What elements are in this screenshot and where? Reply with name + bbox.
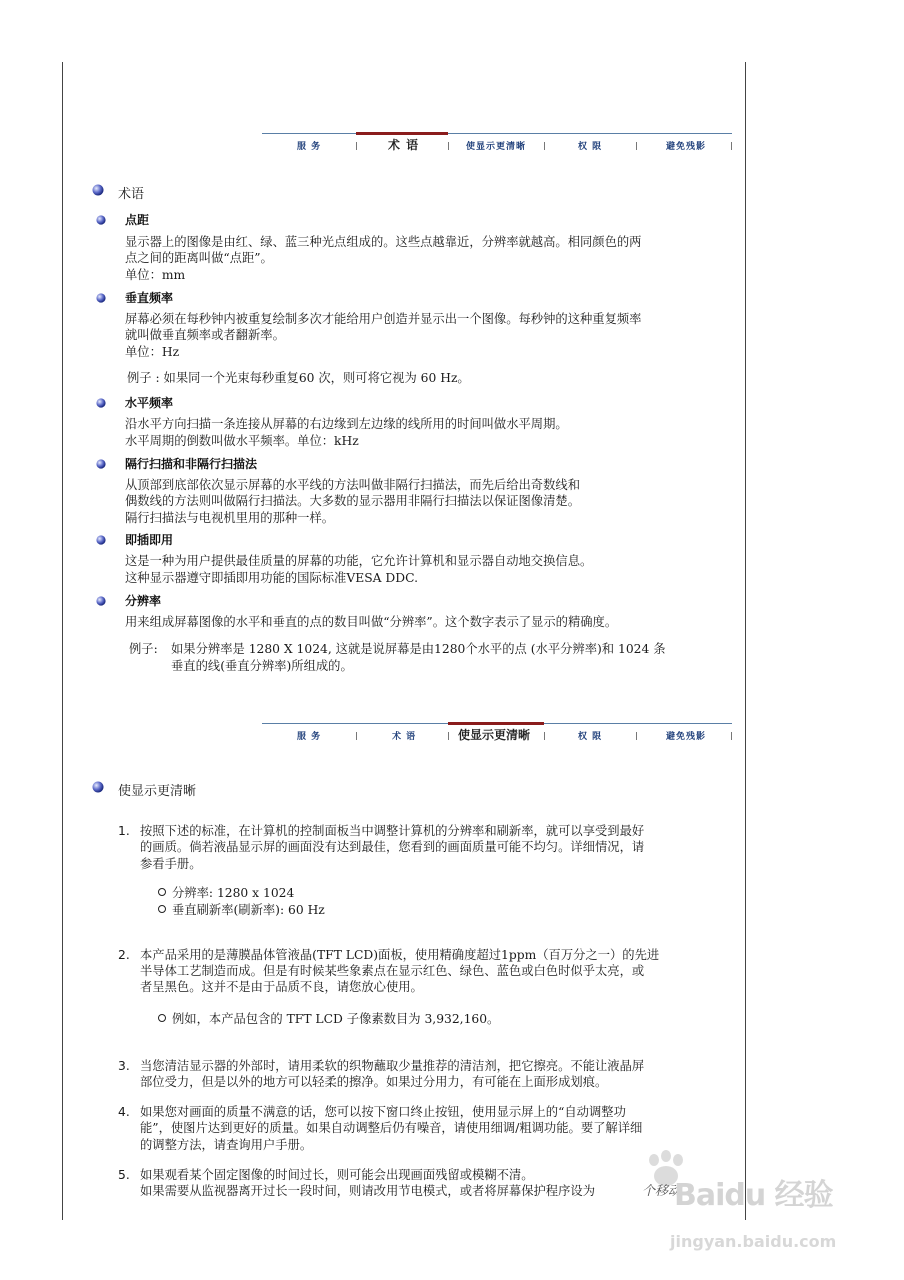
watermark-url: jingyan.baidu.com: [670, 1232, 837, 1251]
term-title: 水平频率: [125, 396, 174, 410]
term-text: 用来组成屏幕图像的水平和垂直的点的数目叫做“分辨率”。这个数字表示了显示的精确度。: [125, 615, 618, 629]
baidu-watermark: [634, 1150, 904, 1280]
term-text: 屏幕必须在每秒钟内被重复绘制多次才能给用户创造并显示出一个图像。每秒钟的这种重复频率: [125, 312, 642, 326]
tab-separator: [636, 732, 637, 740]
list-text: 本产品采用的是薄膜晶体管液晶(TFT LCD)面板，使用精确度超过1ppm（百万分之一）的先进: [140, 948, 660, 962]
circle-bullet-icon: [158, 888, 166, 896]
tab-rights[interactable]: 权 限: [578, 732, 603, 742]
list-text: 按照下述的标准，在计算机的控制面板当中调整计算机的分辨率和刷新率，就可以享受到最好: [140, 824, 645, 838]
tab-separator: [544, 142, 545, 150]
term-text: 点之间的距离叫做“点距”。: [125, 251, 273, 265]
active-tab-indicator: [356, 132, 448, 135]
bullet-ball-icon: [92, 184, 104, 196]
bullet-ball-icon: [96, 398, 106, 408]
list-text: 当您清洁显示器的外部时，请用柔软的织物蘸取少量推荐的清洁剂，把它擦亮。不能让液晶屏: [140, 1059, 645, 1073]
tab-separator: [448, 142, 449, 150]
term-text: 显示器上的图像是由红、绿、蓝三种光点组成的。这些点越靠近，分辨率就越高。相同颜色的两: [125, 235, 642, 249]
list-text: 部位受力，但是以外的地方可以轻柔的擦净。如果过分用力，有可能在上面形成划痕。: [140, 1075, 608, 1089]
bullet-ball-icon: [96, 215, 106, 225]
list-text: 的调整方法，请查询用户手册。: [140, 1138, 313, 1152]
term-title: 即插即用: [125, 533, 174, 547]
term-text: 这是一种为用户提供最佳质量的屏幕的功能，它允许计算机和显示器自动地交换信息。: [125, 554, 593, 568]
page-border-left: [62, 62, 63, 1220]
tab-image-retention[interactable]: 避免残影: [666, 732, 707, 742]
term-text: 水平周期的倒数叫做水平频率。单位：kHz: [125, 434, 359, 448]
sub-text: 例如，本产品包含的 TFT LCD 子像素数目为 3,932,160。: [172, 1012, 500, 1026]
bullet-ball-icon: [96, 293, 106, 303]
circle-bullet-icon: [158, 905, 166, 913]
handwritten-signature: 个移动: [642, 1184, 682, 1199]
list-text: 如果观看某个固定图像的时间过长，则可能会出现画面残留或模糊不清。: [140, 1168, 534, 1182]
tab-glossary[interactable]: 术 语: [392, 732, 417, 742]
list-number: 5.: [118, 1168, 130, 1182]
list-text: 能”，使图片达到更好的质量。如果自动调整后仍有噪音，请使用细调/粗调功能。要了解详细: [140, 1121, 643, 1135]
section-title: 使显示更清晰: [118, 784, 197, 799]
term-text: 单位：Hz: [125, 345, 180, 359]
tab-separator: [544, 732, 545, 740]
circle-bullet-icon: [158, 1014, 166, 1022]
list-text: 半导体工艺制造而成。但是有时候某些象素点在显示红色、绿色、蓝色或白色时似乎太亮，或: [140, 964, 645, 978]
term-text: 从顶部到底部依次显示屏幕的水平线的方法叫做非隔行扫描法，而先后给出奇数线和: [125, 478, 580, 492]
term-title: 隔行扫描和非隔行扫描法: [125, 457, 258, 471]
sub-text: 垂直刷新率(刷新率): 60 Hz: [172, 903, 325, 917]
tab-separator: [356, 142, 357, 150]
tab-separator: [731, 732, 732, 740]
tab-clarity[interactable]: 使显示更清晰: [466, 142, 527, 152]
term-example: 垂直的线(垂直分辨率)所组成的。: [171, 659, 353, 673]
list-text: 的画质。倘若液晶显示屏的画面没有达到最佳，您看到的画面质量可能不均匀。详细情况，请: [140, 840, 645, 854]
tab-separator: [356, 732, 357, 740]
watermark-brand: Baidu 经验: [674, 1178, 833, 1213]
term-example-label: 例子:: [129, 642, 158, 656]
list-number: 1.: [118, 824, 130, 838]
term-text: 隔行扫描法与电视机里用的那种一样。: [125, 511, 335, 525]
term-title: 点距: [125, 213, 150, 227]
list-text: 者呈黑色。这并不是由于品质不良，请您放心使用。: [140, 980, 423, 994]
list-text: 如果需要从监视器离开过长一段时间，则请改用节电模式，或者将屏幕保护程序设为: [140, 1184, 595, 1198]
tab-glossary[interactable]: 术 语: [388, 138, 420, 152]
bullet-ball-icon: [96, 535, 106, 545]
term-title: 分辨率: [125, 594, 162, 608]
active-tab-indicator: [448, 722, 544, 725]
tab-rights[interactable]: 权 限: [578, 142, 603, 152]
list-text: 参看手册。: [140, 857, 202, 871]
term-text: 就叫做垂直频率或者翻新率。: [125, 328, 285, 342]
term-text: 这种显示器遵守即插即用功能的国际标准VESA DDC.: [125, 571, 419, 585]
tab-separator: [636, 142, 637, 150]
sub-list-item: [158, 885, 294, 901]
term-text: 偶数线的方法则叫做隔行扫描法。大多数的显示器用非隔行扫描法以保证图像清楚。: [125, 494, 580, 508]
list-number: 2.: [118, 948, 130, 962]
page-border-right: [745, 62, 746, 1220]
tab-separator: [731, 142, 732, 150]
term-text: 沿水平方向扫描一条连接从屏幕的右边缘到左边缘的线所用的时间叫做水平周期。: [125, 417, 568, 431]
tab-service[interactable]: 服 务: [297, 142, 322, 152]
tab-image-retention[interactable]: 避免残影: [666, 142, 707, 152]
sub-list-item: [158, 902, 325, 918]
tab-separator: [448, 732, 449, 740]
term-example: 例子 : 如果同一个光束每秒重复60 次，则可将它视为 60 Hz。: [127, 371, 470, 385]
term-example: 如果分辨率是 1280 X 1024, 这就是说屏幕是由1280个水平的点 (水平分辨率)和 1024 条: [171, 642, 666, 656]
list-number: 4.: [118, 1105, 130, 1119]
list-number: 3.: [118, 1059, 130, 1073]
nav-bar-top: [262, 133, 732, 158]
term-title: 垂直频率: [125, 291, 174, 305]
section-title: 术语: [118, 187, 145, 202]
bullet-ball-icon: [96, 459, 106, 469]
bullet-ball-icon: [96, 596, 106, 606]
sub-text: 分辨率: 1280 x 1024: [172, 886, 295, 900]
tab-clarity[interactable]: 使显示更清晰: [458, 728, 531, 742]
list-text: 如果您对画面的质量不满意的话，您可以按下窗口终止按钮，使用显示屏上的“自动调整功: [140, 1105, 626, 1119]
term-text: 单位：mm: [125, 268, 186, 282]
tab-service[interactable]: 服 务: [297, 732, 322, 742]
bullet-ball-icon: [92, 781, 104, 793]
nav-bar-bottom: [262, 723, 732, 748]
sub-list-item: [158, 1011, 499, 1027]
